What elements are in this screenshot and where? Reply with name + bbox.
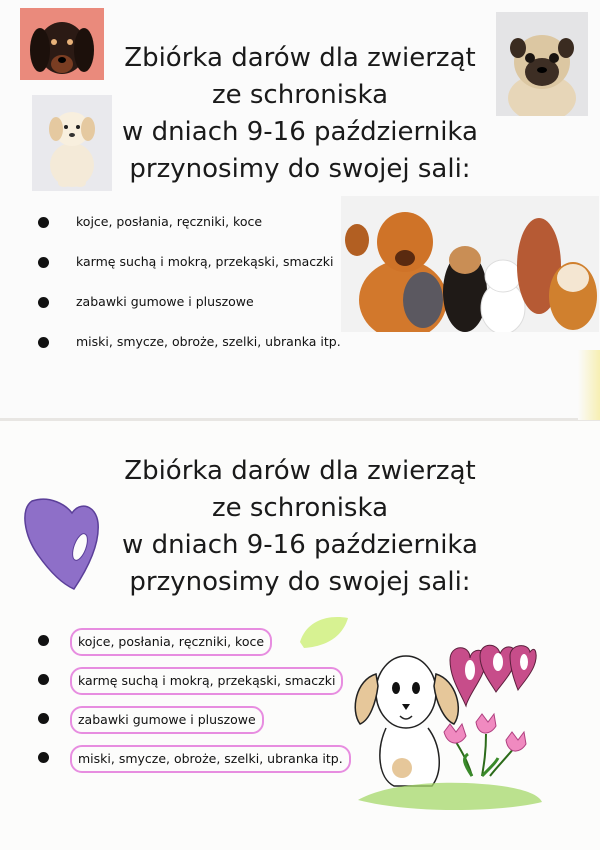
title-line: przynosimy do swojej sali: [129,154,471,184]
poster-title-bottom [80,453,520,601]
poster-divider [0,418,600,421]
bullet-icon [38,297,49,308]
list-item [38,628,351,667]
list-item [38,745,351,784]
bullet-icon [38,217,49,228]
list-item-text: kojce, posłania, ręczniki, koce [70,628,272,656]
dachshund-photo [20,8,104,80]
list-item-text: miski, smycze, obroże, szelki, ubranka itp. [76,334,341,349]
poster-title-top [100,40,500,188]
bullet-icon [38,752,49,763]
list-item [38,292,341,332]
title-line: przynosimy do swojej sali: [129,567,471,597]
list-item-text: karmę suchą i mokrą, przekąski, smaczki [76,254,334,269]
donation-list-bottom [38,628,351,784]
list-item-text: zabawki gumowe i pluszowe [70,706,264,734]
bullet-icon [38,713,49,724]
list-item-text: miski, smycze, obroże, szelki, ubranka itp. [70,745,351,773]
pug-photo [496,12,588,116]
title-line: Zbiórka darów dla zwierząt [124,456,476,486]
green-grass-drawing [352,766,546,816]
list-item-text: zabawki gumowe i pluszowe [76,294,254,309]
pink-hearts-drawing [446,640,538,710]
list-item [38,252,341,292]
title-line: w dniach 9-16 października [122,117,478,147]
title-line: w dniach 9-16 października [122,530,478,560]
list-item [38,212,341,252]
title-line: Zbiórka darów dla zwierząt [124,43,476,73]
bullet-icon [38,674,49,685]
bullet-icon [38,257,49,268]
list-item [38,667,351,706]
bullet-icon [38,337,49,348]
list-item-text: karmę suchą i mokrą, przekąski, smaczki [70,667,343,695]
yellow-paper-edge [578,350,600,420]
list-item [38,706,351,745]
donation-list-top [38,212,341,372]
group-of-dogs-photo [341,196,599,332]
bullet-icon [38,635,49,646]
title-line: ze schroniska [211,493,389,523]
title-line: ze schroniska [211,80,389,110]
list-item-text: kojce, posłania, ręczniki, koce [76,214,263,229]
list-item [38,332,341,372]
